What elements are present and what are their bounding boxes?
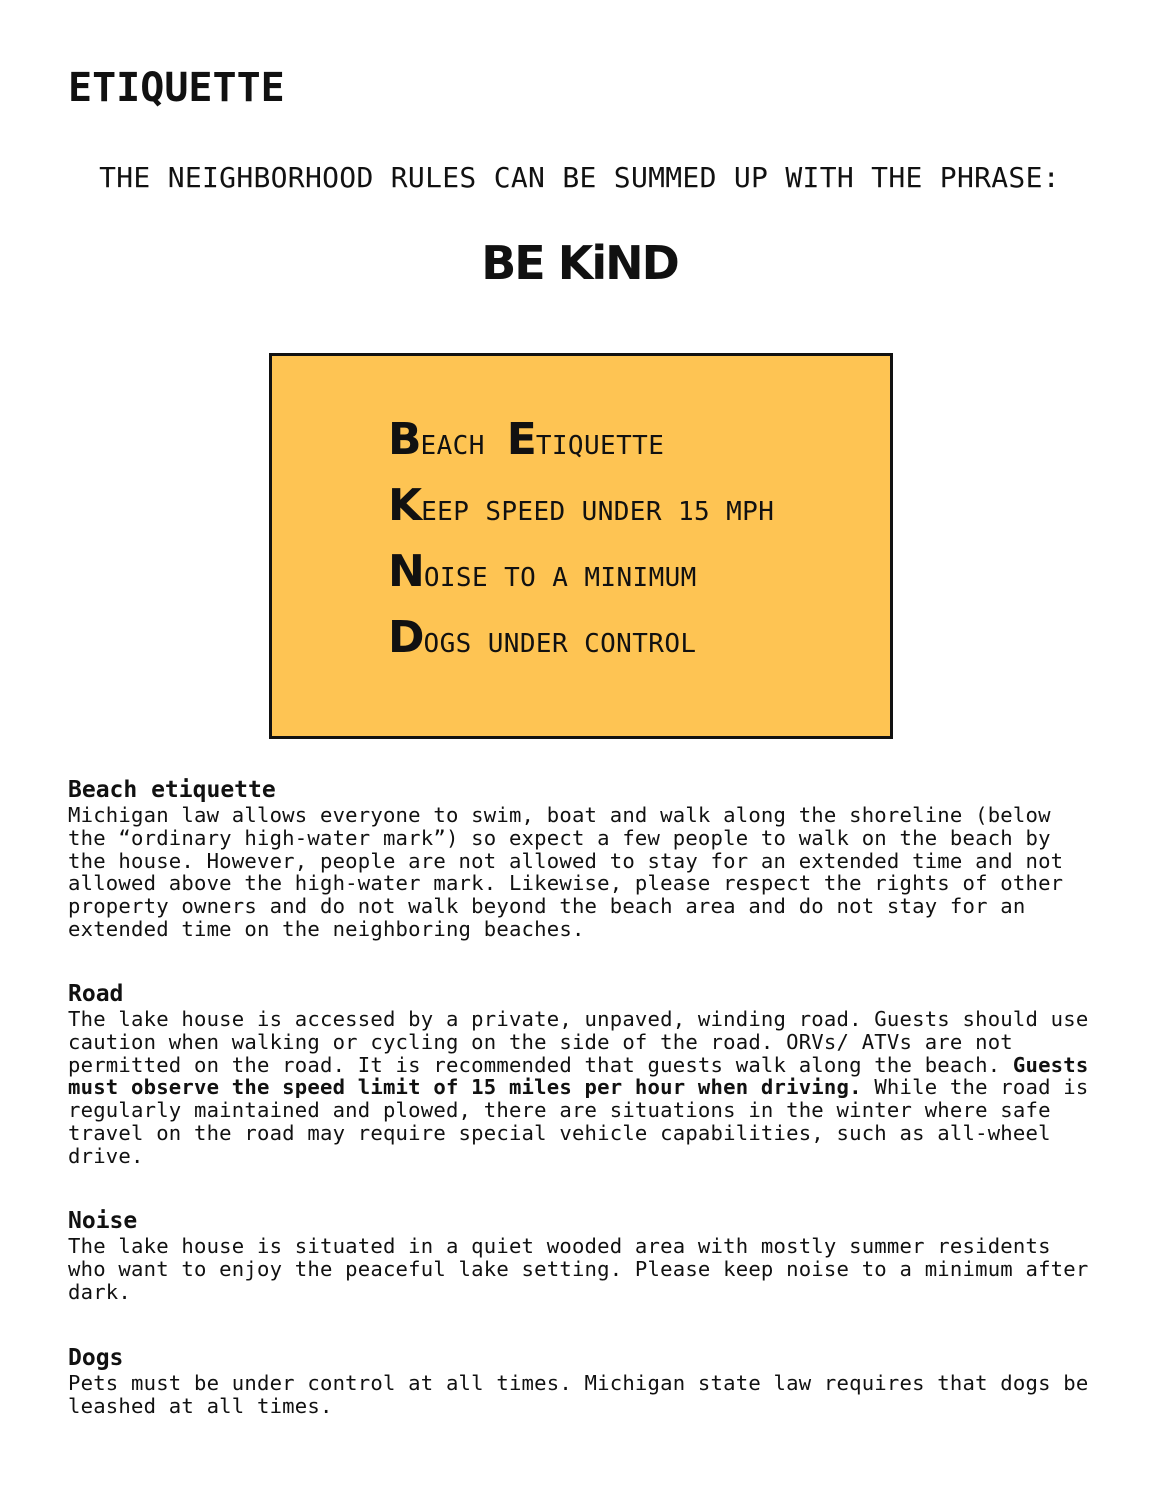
acronym-word-rest: OISE TO A MINIMUM [423, 563, 697, 593]
acronym-word-rest: EACH [420, 431, 485, 461]
motto: BE KiND [481, 236, 678, 290]
section-body: Michigan law allows everyone to swim, boat and walk along the shoreline (below the “ordinary high-water mark”) so expect a few people to walk on the beach by the house. However, people are not allowed to stay for an extended time and not allowed above the high-water mark. Likewise, please respect the rights of other property owners and do not walk beyond the beach area and do not stay for an extended time on the neighboring beaches. [68, 803, 1064, 941]
acronym-line-keep-speed [388, 480, 774, 536]
section-heading: Road [68, 981, 124, 1007]
road-text-intro: The lake house is accessed by a private, unpaved, winding road. Guests should use caution when walking or cycling on the side of the road. ORVs/ ATVs are not permitted on the road. It is recommended that guests walk along the beach. [68, 1007, 1089, 1077]
section-body [68, 1008, 1098, 1168]
section-road [68, 980, 1098, 1168]
acronym-word-rest: EEP SPEED UNDER 15 MPH [421, 497, 775, 527]
section-body: Pets must be under control at all times. Michigan state law requires that dogs be leashed at all times. [68, 1371, 1089, 1418]
acronym-letter-b: B [388, 414, 421, 465]
acronym-word-rest: OGS UNDER CONTROL [423, 629, 697, 659]
acronym-box [269, 353, 893, 739]
acronym-letter-k: K [388, 480, 422, 531]
section-dogs [68, 1344, 1098, 1418]
road-speed-limit-notice: Guests must observe the speed limit of 15 miles per hour when driving. [68, 1052, 1089, 1100]
acronym-word-rest: TIQUETTE [535, 431, 665, 461]
acronym-letter-d: D [388, 612, 424, 663]
road-text-winter: While the road is regularly maintained and plowed, there are situations in the winter where safe travel on the road may require special vehicle capabilities, such as all-wheel drive. [68, 1075, 1089, 1168]
acronym-line-noise [388, 546, 697, 602]
section-beach-etiquette [68, 776, 1098, 941]
section-heading: Beach etiquette [68, 777, 276, 803]
section-body: The lake house is situated in a quiet wooded area with mostly summer residents who want to enjoy the peaceful lake setting. Please keep noise to a minimum after dark. [68, 1234, 1089, 1304]
section-noise [68, 1207, 1098, 1303]
acronym-letter-n: N [388, 546, 424, 597]
intro-text: THE NEIGHBORHOOD RULES CAN BE SUMMED UP WITH THE PHRASE: [99, 161, 1060, 194]
section-heading: Noise [68, 1208, 138, 1234]
acronym-line-dogs [388, 612, 696, 668]
acronym-line-beach-etiquette [388, 414, 664, 470]
section-heading: Dogs [68, 1345, 124, 1371]
page-title: ETIQUETTE [68, 65, 285, 111]
acronym-letter-e: E [506, 414, 536, 465]
